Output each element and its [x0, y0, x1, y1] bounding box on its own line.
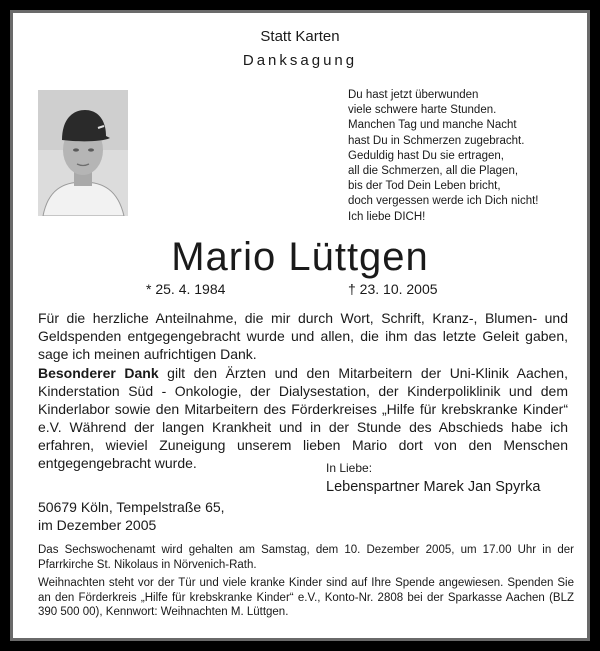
poem-line: all die Schmerzen, all die Plagen,	[348, 165, 519, 178]
address-line: 50679 Köln, Tempelstraße 65,	[38, 499, 225, 515]
poem-line: doch vergessen werde ich Dich nicht!	[348, 195, 539, 208]
special-thanks-text: gilt den Ärzten und den Mitarbeitern der Uni-Klinik Aachen, Kinderstation Süd - Onkologie, der Dialysestation, der Kinderpoliklinik und dem Kinderlabor sowie den Mitarbeitern des Förderkreises „Hilfe für krebskranke Kinder“ e.V. Während der langen Krankheit und in der Stunde des Abschieds habe ich erfahren, wieviel Zuneigung unserem lieben Mario dort von den Menschen entgegengebracht wurde.	[38, 365, 568, 471]
thanks-paragraph: Für die herzliche Anteilnahme, die mir durch Wort, Schrift, Kranz-, Blumen- und Geldspenden entgegengebracht wurde und allen, die ihm das letzte Geleit gaben, sage ich meinen aufrichtigen Dank.	[38, 310, 568, 362]
poem-line: bis der Tod Dein Leben bricht,	[348, 180, 501, 193]
special-thanks-label: Besonderer Dank	[38, 365, 159, 381]
memorial-poem	[348, 88, 583, 225]
in-liebe-label: In Liebe:	[326, 461, 373, 475]
danksagung-heading: Danksagung	[242, 52, 358, 69]
death-date: † 23. 10. 2005	[348, 281, 438, 297]
special-thanks-paragraph	[38, 364, 568, 472]
poem-line: Du hast jetzt überwunden	[348, 89, 479, 101]
poem-line: hast Du in Schmerzen zugebracht.	[348, 134, 525, 147]
poem-line: Geduldig hast Du sie ertragen,	[348, 149, 504, 162]
poem-line: Manchen Tag und manche Nacht	[348, 119, 517, 132]
mass-notice: Das Sechswochenamt wird gehalten am Samstag, dem 10. Dezember 2005, um 17.00 Uhr in der Pfarrkirche St. Nikolaus in Nörvenich-Rath.	[38, 544, 574, 571]
poem-line: Ich liebe DICH!	[348, 210, 426, 223]
deceased-name: Mario Lüttgen	[171, 235, 429, 279]
poem-line: viele schwere harte Stunden.	[348, 104, 497, 117]
date-line: im Dezember 2005	[38, 517, 157, 533]
statt-karten-heading: Statt Karten	[260, 28, 340, 45]
portrait-photo	[38, 90, 128, 216]
partner-signature: Lebenspartner Marek Jan Spyrka	[326, 479, 541, 495]
donation-notice: Weihnachten steht vor der Tür und viele kranke Kinder sind auf Ihre Spende angewiesen. Spenden Sie an den Förderkreis „Hilfe für krebskranke Kinder“ e.V., Konto-Nr. 2808 bei der Sparkasse Aachen (BLZ 390 500 00), Kennwort: Weihnachten M. Lüttgen.	[38, 577, 574, 619]
obituary-notice	[13, 13, 587, 638]
birth-date: * 25. 4. 1984	[146, 281, 226, 297]
